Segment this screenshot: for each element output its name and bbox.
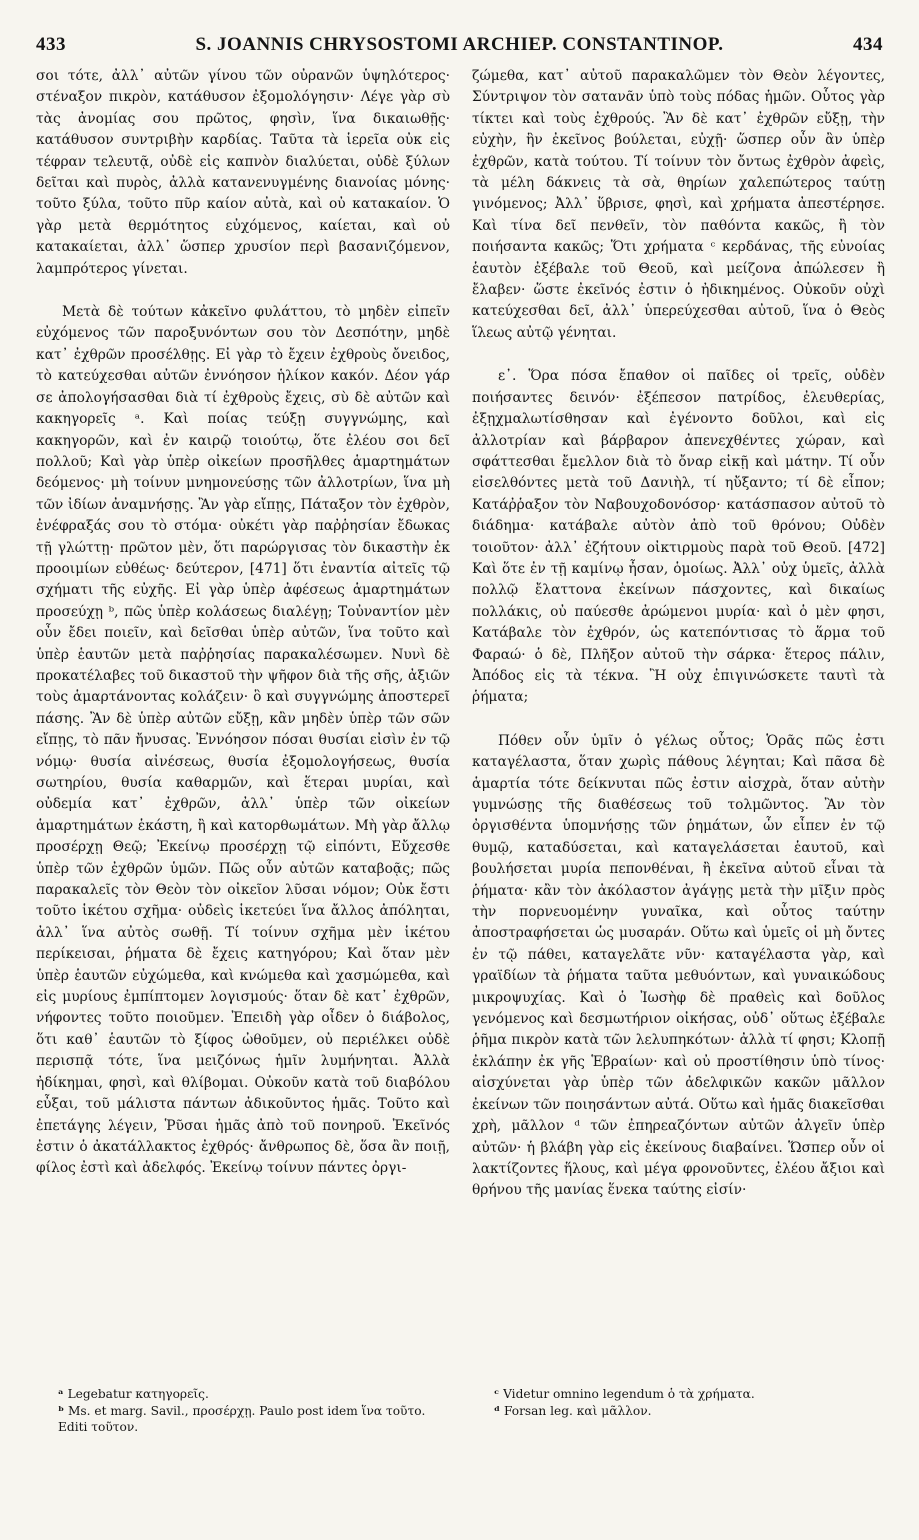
footnote-marker: ᵈ bbox=[494, 1403, 501, 1418]
footnote-marker: ᵇ bbox=[58, 1403, 65, 1418]
footnote-marker: ᶜ bbox=[494, 1387, 500, 1401]
footnotes-left bbox=[58, 1386, 458, 1436]
paragraph: ε᾽. Ὅρα πόσα ἔπαθον οἱ παῖδες οἱ τρεῖς, οὐδὲν ποιήσαντες δεινόν· ἐξέπεσον πατρίδος, ἐλευθερίας, ἐξῃχμαλωτίσθησαν καὶ ἐγένοντο δοῦλοι, καὶ εἰς ἀλλοτρίαν καὶ βάρβαρον ἀπενεχθέντες χώραν, καὶ σφάττεσθαι ἔμελλον διὰ τὸ ὄναρ εἰκῇ καὶ μάτην. Τί οὖν εἰσελθόντες μετὰ τοῦ Δανιὴλ, τί ηὔξαντο; τί δὲ εἶπον; Κατάῤῥαξον τὸν Ναβουχοδονόσορ· κατάσπασον αὐτοῦ τὸ διάδημα· κατάβαλε αὐτὸν ἀπὸ τοῦ θρόνου; Οὐδὲν τοιοῦτον· ἀλλ᾽ ἐζήτουν οἰκτιρμοὺς παρὰ τοῦ Θεοῦ. [472] Καὶ ὅτε ἐν τῇ καμίνῳ ἦσαν, ὁμοίως. Ἀλλ᾽ οὐχ ὑμεῖς, ἀλλὰ πολλῷ ἔλαττονα ἐκείνων πάσχοντες, καὶ δικαίως πολλάκις, οὐ παύεσθε ἀρώμενοι μυρία· καὶ ὁ μὲν φησι, Κατάβαλε τὸν ἐχθρόν, ὡς κατεπόντισας τὸ ἅρμα τοῦ Φαραώ· ὁ δὲ, Πλῆξον αὐτοῦ τὴν σάρκα· ἕτερος πάλιν, Ἀπόδος εἰς τὰ τέκνα. Ἢ οὐχ ἐπιγινώσκετε ταυτὶ τὰ ῥήματα; bbox=[472, 368, 885, 706]
paragraph: ζώμεθα, κατ᾽ αὐτοῦ παρακαλῶμεν τὸν Θεὸν λέγοντες, Σύντριψον τὸν σατανᾶν ὑπὸ τοὺς πόδας ἡμῶν. Οὗτος γὰρ τίκτει καὶ τοὺς ἐχθρούς. Ἂν δὲ κατ᾽ ἐχθρῶν εὔξῃ, τὴν εὐχὴν, ἣν ἐκεῖνος βούλεται, εὐχῇ· ὥσπερ οὖν ἂν ὑπὲρ ἐχθρῶν, κατὰ τούτου. Τί τοίνυν τὸν ὄντως ἐχθρὸν ἀφεὶς, τὰ μέλη δάκνεις τὰ σὰ, θηρίων χαλεπώτερος ταύτῃ γινόμενος; Ἀλλ᾽ ὕβρισε, φησὶ, καὶ χρήματα ἀπεστέρησε. Καὶ τίνα δεῖ πενθεῖν, τὸν παθόντα κακῶς, ἢ τὸν ποιήσαντα κακῶς; Ὅτι χρήματα ᶜ κερδάνας, τῆς εὐνοίας ἑαυτὸν ἐξέβαλε τοῦ Θεοῦ, καὶ μείζονα ἀπώλεσεν ἢ ἔλαβεν· ὥστε ἐκεῖνός ἐστιν ὁ ἠδικημένος. Οὐκοῦν οὐχὶ κατεύχεσθαι δεῖ, ἀλλ᾽ ὑπερεύχεσθαι αὐτοῦ, ἵνα ὁ Θεὸς ἵλεως αὐτῷ γένηται. bbox=[472, 68, 885, 341]
footnote bbox=[494, 1386, 884, 1403]
footnote bbox=[58, 1386, 458, 1403]
footnote bbox=[494, 1403, 884, 1420]
paragraph: Πόθεν οὖν ὑμῖν ὁ γέλως οὗτος; Ὁρᾶς πῶς ἐστι καταγέλαστα, ὅταν χωρὶς πάθους λέγηται; Καὶ πᾶσα δὲ ἁμαρτία τότε δείκνυται πῶς ἐστιν αἰσχρὰ, ὅταν αὐτὴν γυμνώσῃς τῆς διαθέσεως τοῦ τολμῶντος. Ἂν τὸν ὀργισθέντα ὑπομνήσῃς τῶν ῥημάτων, ὧν εἶπεν ἐν τῷ θυμῷ, καταδύσεται, καὶ καταγελάσεται ἑαυτοῦ, καὶ βουλήσεται μυρία πεπονθέναι, ἢ ἐκεῖνα αὐτοῦ εἶναι τὰ ῥήματα· κἂν τὸν ἀκόλαστον ἀγάγῃς μετὰ τὴν μῖξιν πρὸς τὴν πορνευομένην γυναῖκα, καὶ οὗτος ταύτην ἀποστραφήσεται ὡς μυσαράν. Οὕτω καὶ ὑμεῖς οἱ μὴ ὄντες ἐν τῷ πάθει, καταγελᾶτε νῦν· καταγέλαστα γὰρ, καὶ γραϊδίων τὰ ῥήματα ταῦτα μεθυόντων, καὶ γυναικώδους μικροψυχίας. Καὶ ὁ Ἰωσὴφ δὲ πραθεὶς καὶ δοῦλος γενόμενος καὶ δεσμωτήριον οἰκήσας, οὐδ᾽ οὕτως ἐξέβαλε ῥῆμα πικρὸν κατὰ τῶν λελυπηκότων· ἀλλὰ τί φησι; Κλοπῇ ἐκλάπην ἐκ γῆς Ἑβραίων· καὶ οὐ προστίθησιν ὑπὸ τίνος· αἰσχύνεται γὰρ ὑπὲρ τῶν ἀδελφικῶν κακῶν μᾶλλον ἐκείνων τῶν ποιησάντων αὐτά. Οὕτω καὶ ἡμᾶς διακεῖσθαι χρὴ, μᾶλλον ᵈ τῶν ἐπηρεαζόντων αὐτῶν ἀλγεῖν ὑπὲρ αὐτῶν· ἡ βλάβη γὰρ εἰς ἐκείνους διαβαίνει. Ὥσπερ οὖν οἱ λακτίζοντες ἥλους, καὶ μέγα φρονοῦντες, ἐλέου ἄξιοι καὶ θρήνου τῆς μανίας ἕνεκα ταύτης εἰσίν· bbox=[472, 732, 885, 1199]
page-number-right: 434 bbox=[853, 34, 883, 55]
paragraph: Μετὰ δὲ τούτων κἀκεῖνο φυλάττου, τὸ μηδὲν εἰπεῖν εὐχόμενος τῶν παροξυνόντων σου τὸν Δεσπότην, μηδὲ κατ᾽ ἐχθρῶν προσέλθῃς. Εἰ γὰρ τὸ ἔχειν ἐχθροὺς ὄνειδος, τὸ κατεύχεσθαι αὐτῶν ἐννόησον ἡλίκον κακόν. Δέον γάρ σε ἀπολογήσασθαι διὰ τί ἐχθροὺς ἔχεις, σὺ δὲ αὐτῶν καὶ κακηγορεῖς ᵃ. Καὶ ποίας τεύξῃ συγγνώμης, καὶ κακηγορῶν, καὶ ἐν καιρῷ τοιούτῳ, ὅτε ἐλέου σοι δεῖ πολλοῦ; Καὶ γὰρ ὑπὲρ οἰκείων προσῆλθες ἁμαρτημάτων δεόμενος· μὴ τοίνυν μνημονεύσῃς τῶν ἀλλοτρίων, ἵνα μὴ τῶν ἰδίων ἀναμνήσῃς. Ἂν γὰρ εἴπῃς, Πάταξον τὸν ἐχθρὸν, ἐνέφραξάς σου τὸ στόμα· οὐκέτι γὰρ παῤῥησίαν ἔδωκας τῇ γλώττῃ· πρῶτον μὲν, ὅτι παρώργισας τὸν δικαστὴν ἐκ προοιμίων εὐθέως· δεύτερον, [471] ὅτι ἐναντία αἰτεῖς τῷ σχήματι τῆς εὐχῆς. Εἰ γὰρ ὑπὲρ ἀφέσεως ἁμαρτημάτων προσεύχῃ ᵇ, πῶς ὑπὲρ κολάσεως διαλέγῃ; Τοὐναντίον μὲν οὖν ἔδει ποιεῖν, καὶ δεῖσθαι ὑπὲρ αὐτῶν, ἵνα τοῦτο καὶ ὑπὲρ ἑαυτῶν μετὰ παῤῥησίας παρακαλέσωμεν. Νυνὶ δὲ προκατέλαβες τοῦ δικαστοῦ τὴν ψῆφον διὰ τῆς σῆς, ἀξιῶν τοὺς ἁμαρτάνοντας κολάζειν· ὃ καὶ συγγνώμης ἀποστερεῖ πάσης. Ἂν δὲ ὑπὲρ αὐτῶν εὔξῃ, κἂν μηδὲν ὑπὲρ τῶν σῶν εἴπῃς, τὸ πᾶν ἤνυσας. Ἐννόησον πόσαι θυσίαι εἰσὶν ἐν τῷ νόμῳ· θυσία αἰνέσεως, θυσία ἐξομολογήσεως, θυσία σωτηρίου, θυσία καθαρμῶν, καὶ ἕτεραι μυρίαι, καὶ οὐδεμία κατ᾽ ἐχθρῶν, ἀλλ᾽ ὑπὲρ τῶν οἰκείων ἁμαρτημάτων ἑκάστη, ἢ καὶ κατορθωμάτων. Μὴ γὰρ ἄλλῳ προσέρχῃ Θεῷ; Ἐκείνῳ προσέρχῃ τῷ εἰπόντι, Εὔχεσθε ὑπὲρ τῶν ἐχθρῶν ὑμῶν. Πῶς οὖν αὐτῶν καταβοᾷς; πῶς παρακαλεῖς τὸν Θεὸν τὸν οἰκεῖον λῦσαι νόμον; Οὐκ ἔστι τοῦτο ἱκέτου σχῆμα· οὐδεὶς ἱκετεύει ἵνα ἄλλος ἀπόληται, ἀλλ᾽ ἵνα αὐτὸς σωθῇ. Τί τοίνυν σχῆμα μὲν ἱκέτου περίκεισαι, ῥήματα δὲ ἔχεις κατηγόρου; Καὶ ὅταν μὲν ὑπὲρ ἑαυτῶν εὐχώμεθα, καὶ κνώμεθα καὶ χασμώμεθα, καὶ εἰς μυρίους ἐμπίπτομεν λογισμούς· ὅταν δὲ κατ᾽ ἐχθρῶν, νήφοντες τοῦτο ποιοῦμεν. Ἐπειδὴ γὰρ οἶδεν ὁ διάβολος, ὅτι καθ᾽ ἑαυτῶν τὸ ξίφος ὠθοῦμεν, οὐ περιέλκει οὐδὲ περισπᾷ τότε, ἵνα μειζόνως ἡμῖν λυμήνηται. Ἀλλὰ ἠδίκημαι, φησὶ, καὶ θλίβομαι. Οὐκοῦν κατὰ τοῦ διαβόλου εὖξαι, τοῦ μάλιστα πάντων ἀδικοῦντος ἡμᾶς. Τοῦτο καὶ ἐπετάγης λέγειν, Ῥῦσαι ἡμᾶς ἀπὸ τοῦ πονηροῦ. Ἐκεῖνός ἐστιν ὁ ἀκατάλλακτος ἐχθρός· ἄνθρωπος δὲ, ὅσα ἂν ποιῇ, φίλος ἐστὶ καὶ ἀδελφός. Ἐκείνῳ τοίνυν πάντες ὀργι- bbox=[36, 304, 450, 1177]
footnote-text: Legebatur κατηγορεῖς. bbox=[67, 1387, 209, 1401]
footnote-text: Ms. et marg. Savil., προσέρχῃ. Paulo post idem ἵνα τοῦτο. Editi τοῦτον. bbox=[58, 1403, 426, 1434]
footnotes-right bbox=[494, 1386, 884, 1419]
footnote-text: Forsan leg. καὶ μᾶλλον. bbox=[503, 1403, 652, 1418]
running-title: S. JOANNIS CHRYSOSTOMI ARCHIEP. CONSTANTINOP. bbox=[195, 34, 724, 55]
footnote-text: Videtur omnino legendum ὁ τὰ χρήματα. bbox=[503, 1387, 755, 1401]
paragraph: σοι τότε, ἀλλ᾽ αὐτῶν γίνου τῶν οὐρανῶν ὑψηλότερος· στέναξον πικρὸν, κατάθυσον ἐξομολόγησιν· Λέγε γὰρ σὺ τὰς ἀνομίας σου πρῶτος, φησὶν, ἵνα δικαιωθῇς· κατάθυσον συντριβὴν καρδίας. Ταῦτα τὰ ἱερεῖα οὐκ εἰς τέφραν τελευτᾷ, οὐδὲ εἰς καπνὸν διαλύεται, οὐδὲ ξύλων δεῖται καὶ πυρὸς, ἀλλὰ κατανενυγμένης διανοίας μόνης· τοῦτο ξύλα, τοῦτο πῦρ καίον αὐτὰ, καὶ οὐ κατακαίον. Ὁ γὰρ μετὰ θερμότητος εὐχόμενος, καίεται, καὶ οὐ κατακαίεται, ἀλλ᾽ ὥσπερ χρυσίον περὶ βασανιζόμενον, λαμπρότερος γίνεται. bbox=[36, 68, 450, 277]
right-column bbox=[472, 66, 885, 1374]
footnote-marker: ᵃ bbox=[58, 1387, 64, 1401]
page-header bbox=[36, 30, 883, 60]
footnote bbox=[58, 1403, 458, 1436]
page-number-left: 433 bbox=[36, 34, 66, 55]
left-column bbox=[36, 66, 450, 1374]
